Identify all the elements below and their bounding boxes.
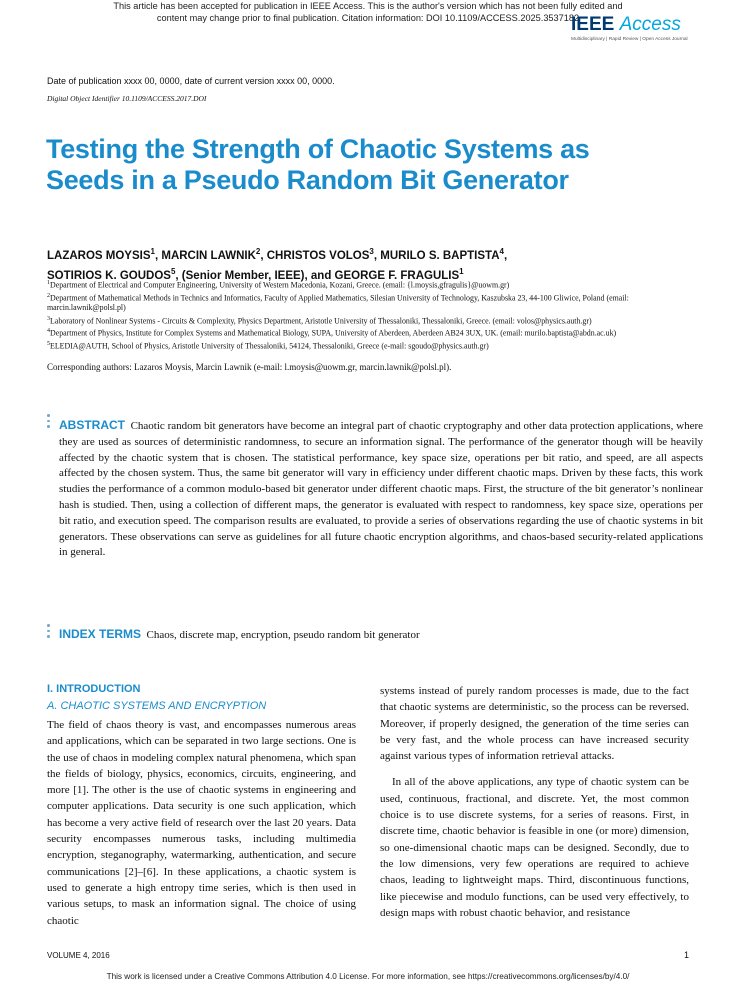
index-terms-label: INDEX TERMS bbox=[59, 627, 142, 641]
section-heading: I. INTRODUCTION bbox=[47, 683, 141, 695]
publication-date: Date of publication xxxx 00, 0000, date of current version xxxx 00, 0000. bbox=[47, 76, 335, 86]
volume-label: VOLUME 4, 2016 bbox=[47, 951, 110, 960]
affiliation-text: Laboratory of Nonlinear Systems - Circuits & Complexity, Physics Department, Aristotle University of Thessaloniki, Thessaloniki, Greece. (email: volos@physics.auth.gr) bbox=[50, 316, 592, 326]
abstract-label: ABSTRACT bbox=[59, 418, 125, 432]
affiliation bbox=[47, 291, 692, 314]
abstract-marker-icon bbox=[47, 414, 53, 431]
author-name: SOTIRIOS K. GOUDOS bbox=[47, 269, 171, 282]
paragraph: systems instead of purely random processes is made, due to the fact that chaotic systems are deterministic, so the process can be reversed. Moreover, if properly designed, the generation of the time series can be very fast, and the whole process can have increased security against various types of information retrieval attacks. bbox=[380, 685, 689, 763]
author-affil-mark: 1 bbox=[459, 266, 464, 276]
corresponding-authors: Corresponding authors: Lazaros Moysis, Marcin Lawnik (e-mail: l.moysis@uowm.gr, marcin.lawnik@polsl.pl). bbox=[47, 362, 452, 372]
affiliation-number: 5 bbox=[47, 340, 50, 347]
subsection-heading: A. CHAOTIC SYSTEMS AND ENCRYPTION bbox=[47, 700, 267, 712]
affiliation bbox=[47, 278, 692, 291]
affiliation bbox=[47, 314, 692, 327]
author-name: MARCIN LAWNIK bbox=[161, 249, 256, 262]
affiliation-list bbox=[47, 278, 692, 352]
affiliation-text: Department of Physics, Institute for Complex Systems and Mathematical Biology, SUPA, University of Aberdeen, Aberdeen AB24 3UX, UK. (email: murilo.baptista@abdn.ac.uk) bbox=[50, 328, 617, 338]
affiliation-text: ELEDIA@AUTH, School of Physics, Aristotle University of Thessaloniki, 54124, Thessaloniki, Greece (e-mail: sgoudo@physics.auth.gr) bbox=[50, 341, 489, 351]
author-separator: , (Senior Member, IEEE), and bbox=[175, 269, 335, 282]
paragraph: The field of chaos theory is vast, and encompasses numerous areas and applications, which can be separated in two large sections. One is the use of chaos in modeling complex natural phenomena, which span the fields of biology, physics, economics, circuits, engineering, and more [1]. The other is the use of chaotic systems in engineering and computer applications. Data security is one such application, which has become a very active field of research over the last 20 years. Data security encompasses numerous tasks, including multimedia encryption, steganography, watermarking, authentication, and secure communications [2]–[6]. In these applications, a chaotic system is used to generate a high entropy time series, which is then used in various setups, to mask an information signal. The choice of using chaotic bbox=[47, 719, 356, 927]
ieee-access-logo bbox=[571, 14, 721, 42]
affiliation-number: 3 bbox=[47, 315, 50, 322]
doi: Digital Object Identifier 10.1109/ACCESS.2017.DOI bbox=[47, 94, 207, 103]
affiliation bbox=[47, 326, 692, 339]
index-terms bbox=[59, 627, 703, 643]
paper-title: Testing the Strength of Chaotic Systems as Seeds in a Pseudo Random Bit Generator bbox=[46, 134, 590, 195]
author-separator: , bbox=[373, 249, 381, 262]
logo-brand: IEEE bbox=[571, 14, 615, 35]
author-separator: , bbox=[154, 249, 162, 262]
logo-tagline: Multidisciplinary | Rapid Review | Open Access Journal bbox=[571, 37, 688, 42]
license-notice: This work is licensed under a Creative Commons Attribution 4.0 License. For more information, see https://creativecommons.org/licenses/by/4.0/ bbox=[106, 972, 630, 981]
affiliation-text: Department of Mathematical Methods in Technics and Informatics, Faculty of Applied Mathematics, Silesian University of Technology, Kaszubska 23, 44-100 Gliwice, Poland (email: marcin.lawnik@polsl.pl) bbox=[47, 293, 629, 313]
affiliation-text: Department of Electrical and Computer Engineering, University of Western Macedonia, Kozani, Greece. (email: {l.moysis,gfragulis}@uowm.gr) bbox=[50, 280, 510, 290]
logo-product: Access bbox=[619, 14, 681, 35]
author-separator: , bbox=[503, 249, 508, 262]
author-name: MURILO S. BAPTISTA bbox=[380, 249, 500, 262]
index-terms-text: Chaos, discrete map, encryption, pseudo random bit generator bbox=[146, 629, 420, 641]
index-terms-marker-icon bbox=[47, 624, 53, 641]
author-affil-mark: 1 bbox=[150, 247, 155, 256]
left-column bbox=[47, 717, 356, 929]
affiliation-number: 2 bbox=[47, 292, 50, 299]
author-name: GEORGE F. FRAGULIS bbox=[334, 269, 460, 282]
right-column bbox=[380, 683, 689, 921]
author-affil-mark: 4 bbox=[499, 247, 504, 256]
page-number: 1 bbox=[684, 950, 690, 960]
paragraph: In all of the above applications, any type of chaotic system can be used, continuous, fractional, and discrete. Yet, the most common choice is to use discrete systems, for a series of reasons. First, in discrete time, chaotic behavior is feasible in one (or more) dimension, so one-dimensional chaotic maps can be designed. Secondly, due to the low dimensions, very few operations are required to achieve chaos, leading to lightweight maps. Third, discontinuous functions, like piecewise and modulo functions, can be used very effectively, to design maps with robust chaotic behavior, and resistance bbox=[380, 776, 689, 919]
affiliation-number: 4 bbox=[47, 328, 50, 335]
publication-notice-line-1: This article has been accepted for publication in IEEE Access. This is the author's version which has not been fully edited and bbox=[113, 1, 623, 11]
affiliation-number: 1 bbox=[47, 280, 50, 286]
author-affil-mark: 2 bbox=[255, 247, 261, 256]
author-affil-mark: 5 bbox=[170, 266, 176, 276]
author-name: LAZAROS MOYSIS bbox=[47, 249, 151, 262]
author-affil-mark: 3 bbox=[369, 247, 374, 256]
affiliation bbox=[47, 339, 692, 352]
abstract bbox=[59, 418, 703, 561]
author-separator: , bbox=[260, 249, 267, 262]
abstract-text: Chaotic random bit generators have become an integral part of chaotic cryptography and other data protection applications, where they are used as sources of deterministic randomness, to secure an information signal. The performance of the generator though will be heavily affected by the chaotic system that is chosen. The statistical performance, key space size, operations per bit ratio, and speed, are all aspects affected by the chosen system. Thus, the same bit generator will vary in efficiency under different chaotic maps. Driven by these facts, this work studies the performance of a common modulo-based bit generator under different chaotic maps. First, the structure of the bit generator’s nonlinear hash is studied. Then, using a collection of different maps, the generator is evaluated with respect to randomness, key space size, operations per bit ratio, and execution speed. The comparison results are evaluated, to provide a series of observations regarding the use of chaotic systems in bit generators. These observations can serve as guidelines for all future chaotic encryption algorithms, and chaos-based security-related applications in general. bbox=[59, 420, 704, 559]
author-name: CHRISTOS VOLOS bbox=[266, 249, 370, 262]
publication-notice-line-2: content may change prior to final publication. Citation information: DOI 10.1109/ACCESS.2025.3537182 bbox=[156, 13, 580, 23]
